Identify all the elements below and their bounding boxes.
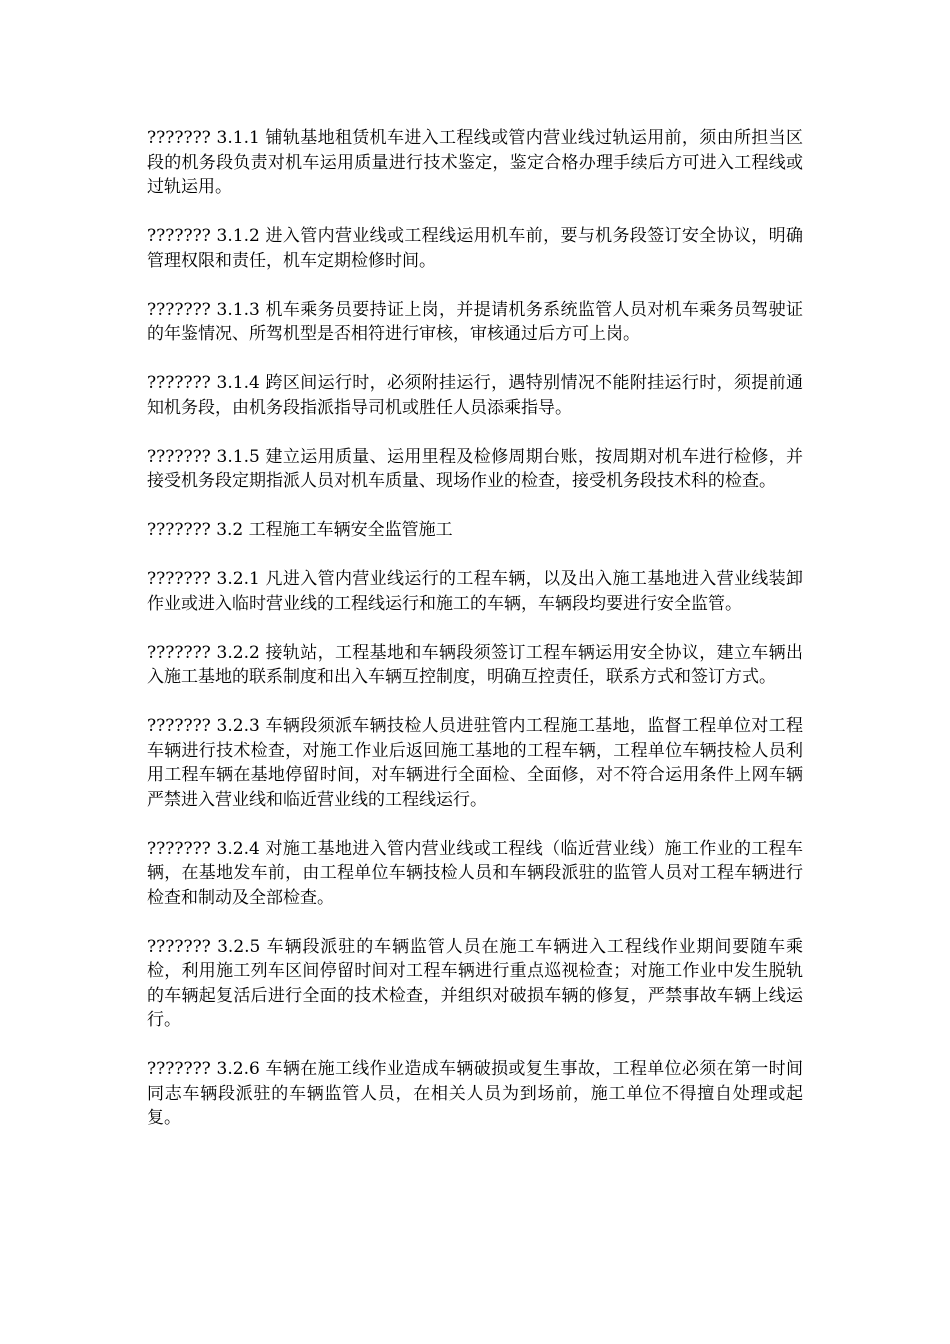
- paragraph-3-2-6: ??????? 3.2.6 车辆在施工线作业造成车辆破损或复生事故，工程单位必须在第一时间同志车辆段派驻的车辆监管人员，在相关人员为到场前，施工单位不得擅自处理或起复。: [147, 1059, 803, 1128]
- paragraph-3-1-2: ??????? 3.1.2 进入管内营业线或工程线运用机车前，要与机务段签订安全协议，明确管理权限和责任，机车定期检修时间。: [147, 226, 803, 271]
- paragraph-3-2-4: ??????? 3.2.4 对施工基地进入管内营业线或工程线（临近营业线）施工作业的工程车辆，在基地发车前，由工程单位车辆技检人员和车辆段派驻的监管人员对工程车辆进行检查和制动及全部检查。: [147, 838, 803, 908]
- paragraph-3-2-3: ??????? 3.2.3 车辆段须派车辆技检人员进驻管内工程施工基地，监督工程单位对工程车辆进行技术检查，对施工作业后返回施工基地的工程车辆，工程单位车辆技检人员利用工程车辆在基地停留时间，对车辆进行全面检、全面修，对不符合运用条件上网车辆严禁进入营业线和临近营业线的工程线运行。: [147, 716, 803, 810]
- paragraph-3-1-5: ??????? 3.1.5 建立运用质量、运用里程及检修周期台账，按周期对机车进行检修，并接受机务段定期指派人员对机车质量、现场作业的检查，接受机务段技术科的检查。: [147, 446, 803, 491]
- section-heading-3-2: ??????? 3.2 工程施工车辆安全监管施工: [147, 520, 453, 540]
- paragraph-3-2-2: ??????? 3.2.2 接轨站，工程基地和车辆段须签订工程车辆运用安全协议，建立车辆出入施工基地的联系制度和出入车辆互控制度，明确互控责任，联系方式和签订方式。: [147, 642, 803, 687]
- paragraph-3-1-1: ??????? 3.1.1 铺轨基地租赁机车进入工程线或管内营业线过轨运用前，须由所担当区段的机务段负责对机车运用质量进行技术鉴定，鉴定合格办理手续后方可进入工程线或过轨运用。: [147, 128, 803, 197]
- paragraph-3-2-1: ??????? 3.2.1 凡进入管内营业线运行的工程车辆，以及出入施工基地进入营业线装卸作业或进入临时营业线的工程线运行和施工的车辆，车辆段均要进行安全监管。: [147, 569, 803, 614]
- paragraph-3-2-5: ??????? 3.2.5 车辆段派驻的车辆监管人员在施工车辆进入工程线作业期间要随车乘检，利用施工列车区间停留时间对工程车辆进行重点巡视检查；对施工作业中发生脱轨的车辆起复活后进行全面的技术检查，并组织对破损车辆的修复，严禁事故车辆上线运行。: [147, 936, 803, 1030]
- document-page: [147, 126, 803, 1155]
- paragraph-3-1-4: ??????? 3.1.4 跨区间运行时，必须附挂运行，遇特别情况不能附挂运行时，须提前通知机务段，由机务段指派指导司机或胜任人员添乘指导。: [147, 373, 803, 418]
- paragraph-3-1-3: ??????? 3.1.3 机车乘务员要持证上岗，并提请机务系统监管人员对机车乘务员驾驶证的年鉴情况、所驾机型是否相符进行审核，审核通过后方可上岗。: [147, 299, 803, 344]
